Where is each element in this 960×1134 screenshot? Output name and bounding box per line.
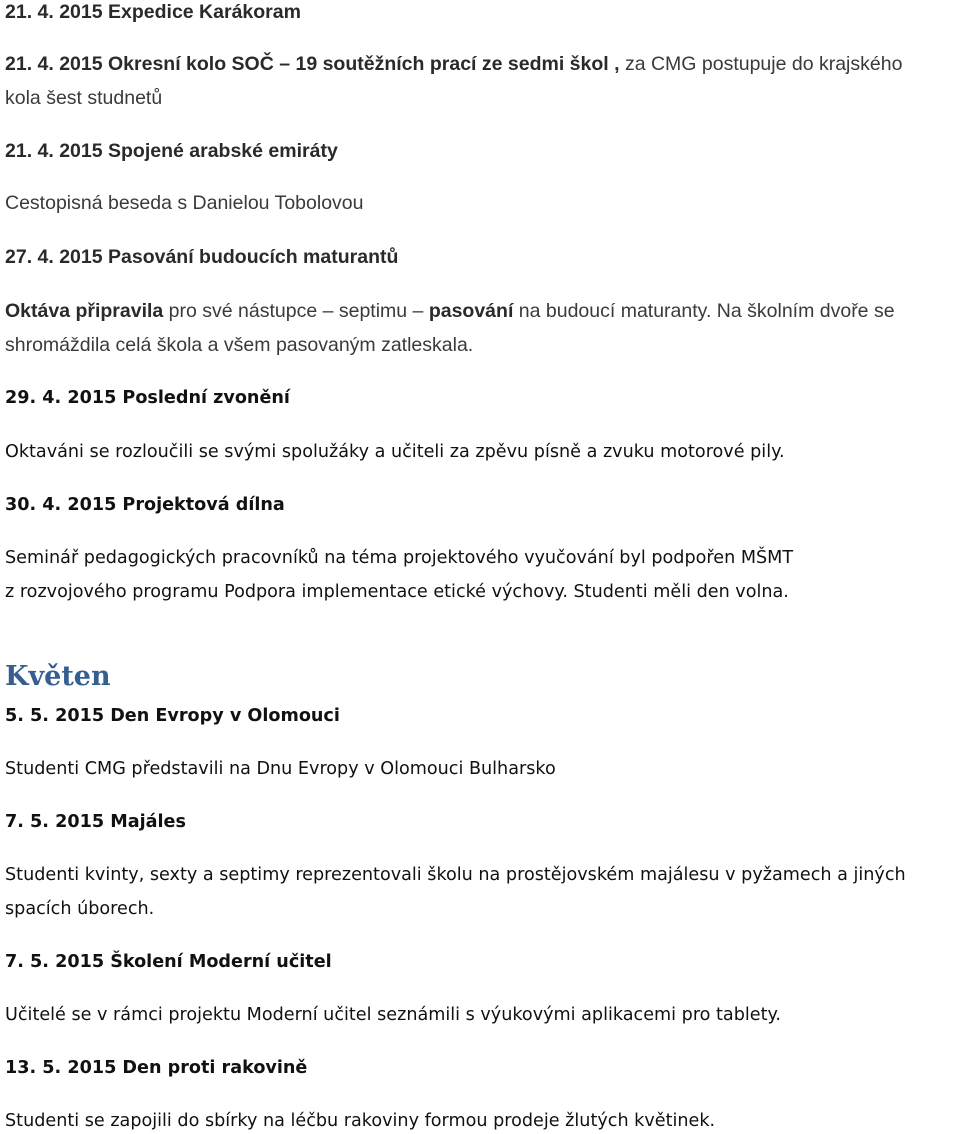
event-body-dilna-line2: z rozvojového programu Podpora implementace etické výchovy. Studenti měli den volna.: [5, 582, 789, 602]
event-body-dilna-line1: Seminář pedagogických pracovníků na téma projektového vyučování byl podpořen MŠMT: [5, 548, 794, 568]
event-title-zvoneni: 29. 4. 2015 Poslední zvonění: [5, 388, 290, 408]
event-body-pasovani: [5, 299, 895, 323]
event-body-den-evropy: Studenti CMG představili na Dnu Evropy v Olomouci Bulharsko: [5, 759, 556, 779]
event-body-pasovani-line2: shromáždila celá škola a všem pasovaným zatleskala.: [5, 334, 474, 356]
event-body-zvoneni: Oktaváni se rozloučili se svými spolužáky a učiteli za zpěvu písně a zvuku motorové pily.: [5, 442, 785, 462]
event-title-den-evropy: 5. 5. 2015 Den Evropy v Olomouci: [5, 706, 340, 726]
section-heading-kveten: Květen: [5, 661, 111, 692]
event-body-majales-line2: spacích úborech.: [5, 899, 155, 919]
event-body-pasovani-text2: na budoucí maturanty. Na školním dvoře se: [513, 300, 895, 322]
event-title-rakovina: 13. 5. 2015 Den proti rakovině: [5, 1058, 308, 1078]
event-title-majales: 7. 5. 2015 Majáles: [5, 812, 186, 832]
event-title-pasovani: 27. 4. 2015 Pasování budoucích maturantů: [5, 246, 399, 268]
event-body-pasovani-bold1: Oktáva připravila: [5, 300, 164, 322]
event-title-soc-line2: kola šest studnetů: [5, 87, 163, 109]
event-body-majales-line1: Studenti kvinty, sexty a septimy reprezentovali školu na prostějovském majálesu v pyžamech a jiných: [5, 865, 906, 885]
event-title-expedice: 21. 4. 2015 Expedice Karákoram: [5, 1, 301, 23]
event-title-soc: [5, 52, 902, 76]
event-title-dilna: 30. 4. 2015 Projektová dílna: [5, 495, 285, 515]
event-title-skoleni: 7. 5. 2015 Školení Moderní učitel: [5, 952, 332, 972]
event-title-soc-rest: za CMG postupuje do krajského: [619, 53, 903, 75]
event-body-emiraty: Cestopisná beseda s Danielou Tobolovou: [5, 192, 364, 214]
event-body-rakovina: Studenti se zapojili do sbírky na léčbu rakoviny formou prodeje žlutých květinek.: [5, 1111, 716, 1131]
event-body-pasovani-bold2: pasování: [428, 300, 514, 322]
event-body-pasovani-text1: pro své nástupce – septimu –: [163, 300, 429, 322]
event-body-skoleni: Učitelé se v rámci projektu Moderní učitel seznámili s výukovými aplikacemi pro tablety.: [5, 1005, 781, 1025]
event-title-soc-bold: 21. 4. 2015 Okresní kolo SOČ – 19 soutěžních prací ze sedmi škol ,: [5, 53, 620, 75]
event-title-emiraty: 21. 4. 2015 Spojené arabské emiráty: [5, 140, 338, 162]
